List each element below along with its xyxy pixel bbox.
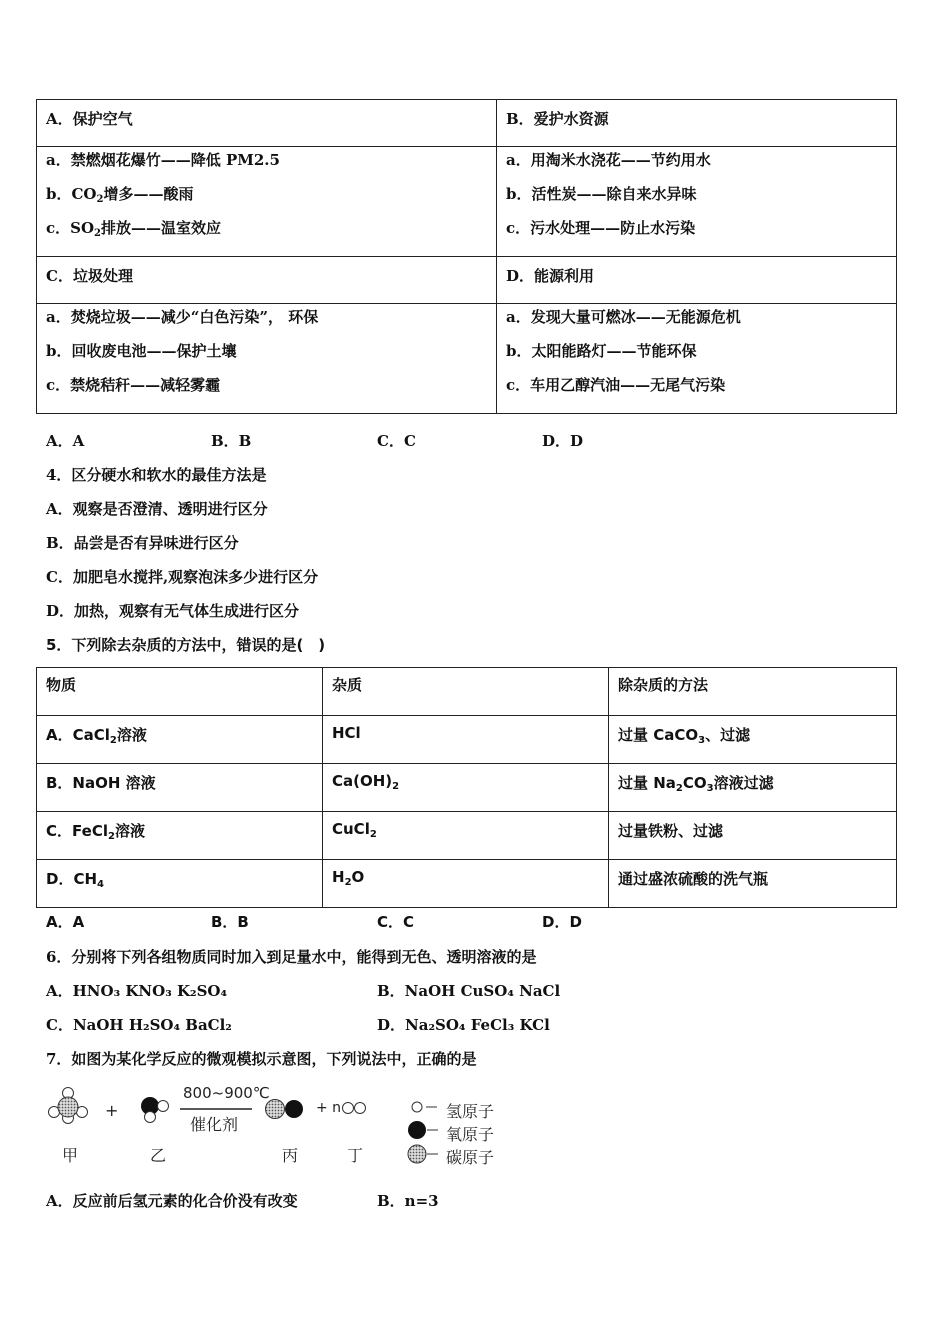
cell-head-a (37, 100, 497, 147)
environment-table (36, 99, 897, 414)
q4-option-b[interactable]: B．品尝是否有异味进行区分 (46, 534, 239, 552)
q5-option-d[interactable]: D．D (542, 913, 582, 931)
cell-head-d (497, 257, 897, 304)
plus-n: + n (316, 1100, 342, 1116)
head-d-text: D．能源利用 (506, 267, 595, 285)
reaction-condition-temp: 800~900℃ (183, 1084, 270, 1102)
row-a-substance: A．CaCl$_2$溶液 (37, 716, 323, 764)
q3-option-c[interactable]: C．C (377, 432, 416, 450)
row-b-method: 过量 $Na_2CO_3$溶液过滤 (609, 764, 897, 812)
q6-option-a[interactable]: A．HNO₃ KNO₃ K₂SO₄ (46, 982, 228, 1000)
head-c-text: C．垃圾处理 (46, 267, 133, 285)
q4-option-c[interactable]: C．加肥皂水搅拌,观察泡沫多少进行区分 (46, 568, 319, 586)
b-row-1: a．用淘米水浇花——节约用水 (506, 151, 711, 169)
a-row-2: b．$CO_2$增多——酸雨 (46, 185, 194, 205)
plus-sign: + (105, 1101, 119, 1120)
row-b-substance: B．NaOH 溶液 (37, 764, 323, 812)
impurity-table (36, 667, 897, 908)
cell-head-b (497, 100, 897, 147)
a-row-3: c．$SO_2$排放——温室效应 (46, 219, 222, 239)
row-a-method: 过量 CaCO$_3$、过滤 (609, 716, 897, 764)
q4-stem: 4．区分硬水和软水的最佳方法是 (46, 466, 267, 484)
row-b-impurity: $Ca(OH)_2$ (323, 764, 609, 812)
b-row-2: b．活性炭——除自来水异味 (506, 185, 697, 203)
label-bing: 丙 (282, 1146, 299, 1165)
d-row-2: b．太阳能路灯——节能环保 (506, 342, 697, 360)
row-a-impurity: HCl (323, 716, 609, 764)
q6-option-d[interactable]: D．Na₂SO₄ FeCl₃ KCl (377, 1016, 550, 1034)
legend-oxygen-icon (408, 1121, 438, 1139)
head-b-text: B．爱护水资源 (506, 110, 609, 128)
q5-option-a[interactable]: A．A (46, 913, 85, 931)
methane-molecule (49, 1088, 88, 1124)
q4-option-d[interactable]: D．加热，观察有无气体生成进行区分 (46, 602, 300, 620)
cell-d-content (497, 304, 897, 414)
q3-option-a[interactable]: A．A (46, 432, 85, 450)
head-a-text: A．保护空气 (46, 110, 133, 128)
cell-c-content (37, 304, 497, 414)
d-row-3: c．车用乙醇汽油——无尾气污染 (506, 376, 726, 394)
reaction-condition-catalyst: 催化剂 (190, 1115, 239, 1134)
label-ding: 丁 (347, 1146, 364, 1165)
a-row-1: a．禁燃烟花爆竹——降低 PM2.5 (46, 151, 280, 169)
c-row-3: c．禁烧秸秆——减轻雾霾 (46, 376, 221, 394)
c-row-2: b．回收废电池——保护土壤 (46, 342, 237, 360)
table-row (37, 812, 897, 860)
q7-stem: 7．如图为某化学反应的微观模拟示意图，下列说法中，正确的是 (46, 1050, 477, 1068)
cell-a-content (37, 147, 497, 257)
d-row-1: a．发现大量可燃冰——无能源危机 (506, 308, 741, 326)
q5-option-b[interactable]: B．B (211, 913, 249, 931)
legend-hydrogen-icon (412, 1102, 437, 1112)
row-c-method: 过量铁粉、过滤 (609, 812, 897, 860)
cell-b-content (497, 147, 897, 257)
b-row-3: c．污水处理——防止水污染 (506, 219, 696, 237)
q6-option-b[interactable]: B．NaOH CuSO₄ NaCl (377, 982, 561, 1000)
table-row (37, 860, 897, 908)
q7-option-a[interactable]: A．反应前后氢元素的化合价没有改变 (46, 1192, 298, 1210)
q6-stem: 6．分别将下列各组物质同时加入到足量水中，能得到无色、透明溶液的是 (46, 948, 537, 966)
label-jia: 甲 (62, 1146, 79, 1165)
legend-carbon-icon (408, 1145, 438, 1163)
hydrogen-molecule (343, 1103, 366, 1114)
header-method: 除杂质的方法 (609, 668, 897, 716)
q7-option-b[interactable]: B．n=3 (377, 1192, 439, 1210)
table-row (37, 716, 897, 764)
header-substance: 物质 (37, 668, 323, 716)
q4-option-a[interactable]: A．观察是否澄清、透明进行区分 (46, 500, 268, 518)
cell-head-c (37, 257, 497, 304)
table-row (37, 764, 897, 812)
q6-option-c[interactable]: C．NaOH H₂SO₄ BaCl₂ (46, 1016, 232, 1034)
legend-carbon-label: 碳原子 (446, 1148, 495, 1167)
legend-hydrogen-label: 氢原子 (446, 1102, 495, 1121)
row-d-impurity: $H_2O$ (323, 860, 609, 908)
c-row-1: a．焚烧垃圾——减少“白色污染”， 环保 (46, 308, 319, 326)
label-yi: 乙 (150, 1146, 167, 1165)
q3-option-d[interactable]: D．D (542, 432, 584, 450)
row-c-substance: C．FeCl$_2$溶液 (37, 812, 323, 860)
q5-stem: 5．下列除去杂质的方法中，错误的是( ) (46, 636, 326, 654)
legend-oxygen-label: 氧原子 (446, 1125, 495, 1144)
row-d-substance: D．$CH_4$ (37, 860, 323, 908)
row-c-impurity: CuCl$_2$ (323, 812, 609, 860)
carbon-monoxide-molecule (266, 1100, 304, 1119)
q5-option-c[interactable]: C．C (377, 913, 415, 931)
row-d-method: 通过盛浓硫酸的洗气瓶 (609, 860, 897, 908)
q3-option-b[interactable]: B．B (211, 432, 252, 450)
water-molecule (141, 1097, 169, 1123)
header-impurity: 杂质 (323, 668, 609, 716)
